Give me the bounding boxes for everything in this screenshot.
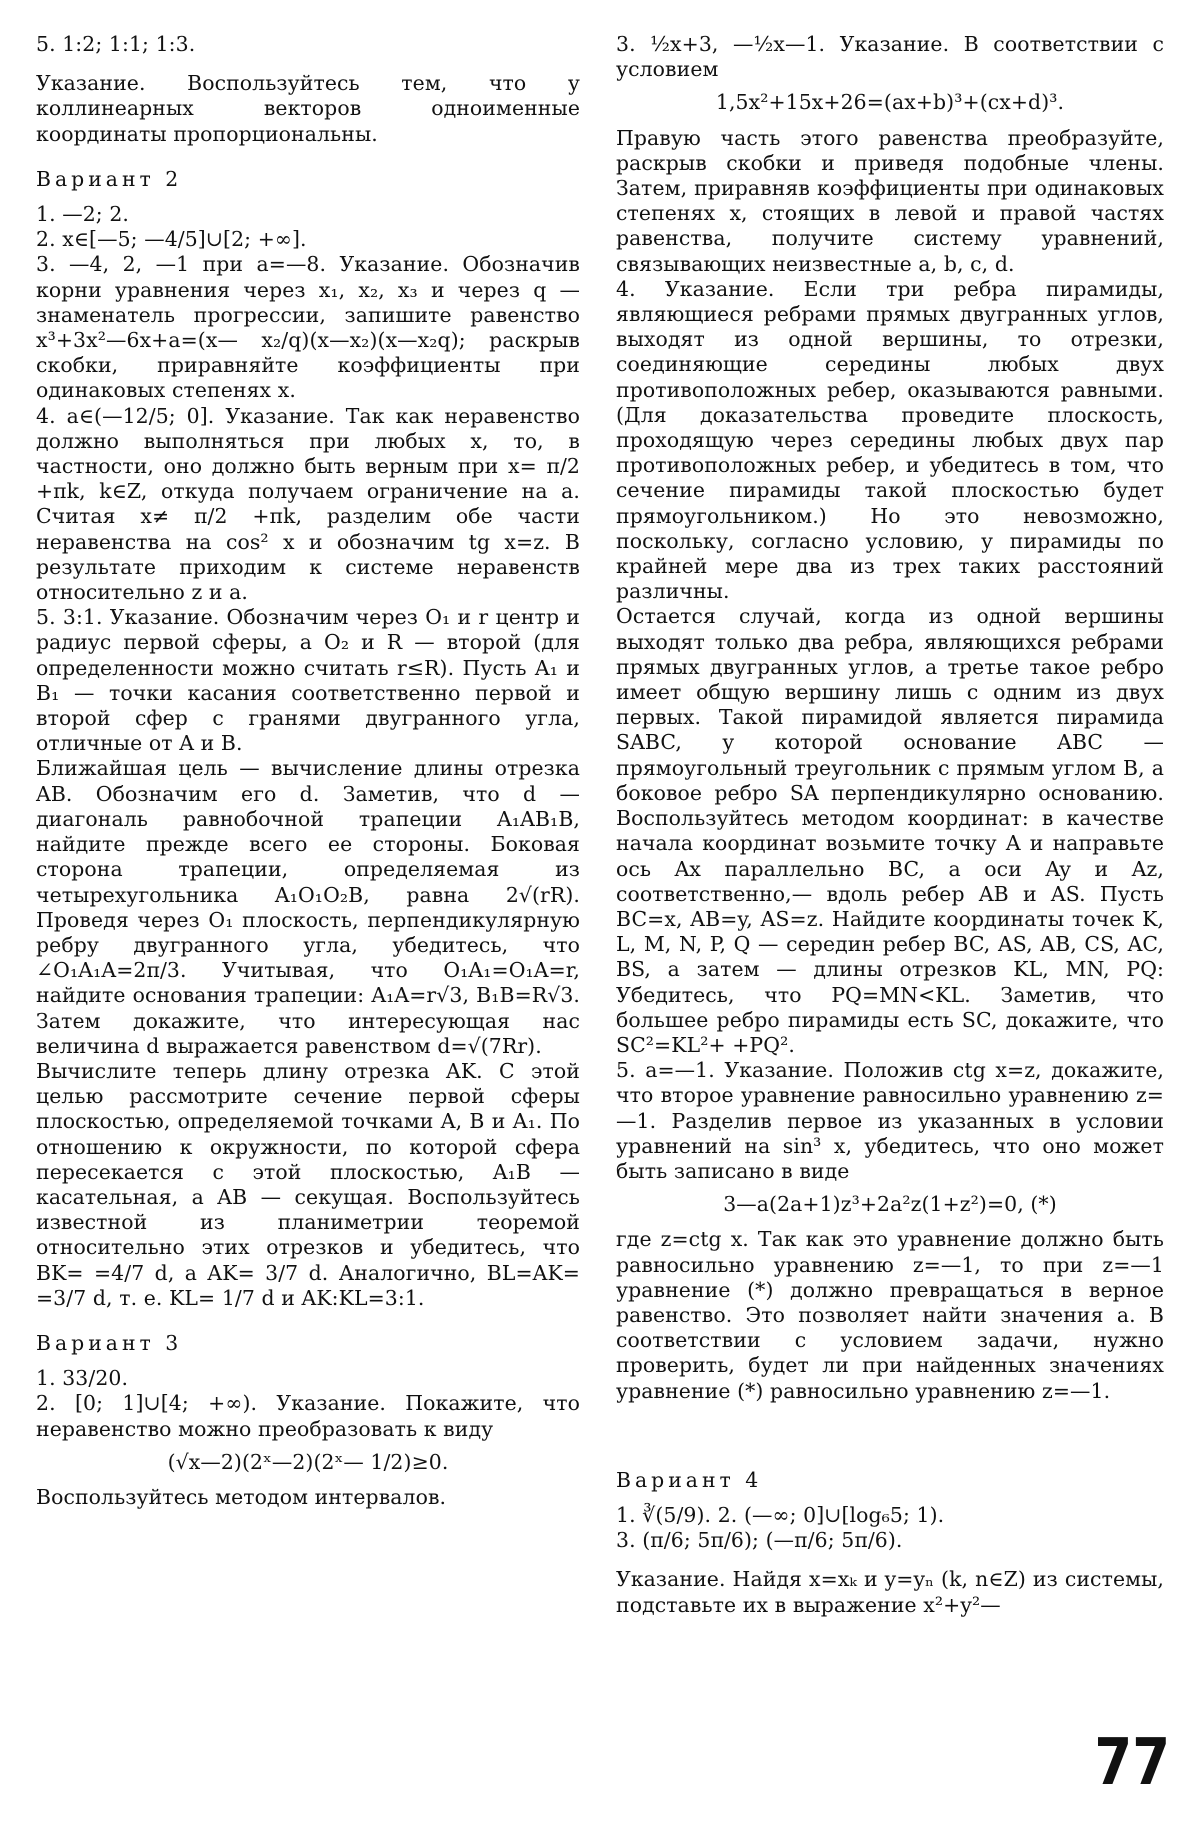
section-heading: Вариант 4 — [616, 1467, 763, 1492]
text-paragraph: 4. a∈(—12/5; 0]. Указание. Так как неравенство должно выполняться при любых x, то, в частности, оно должно быть верным при x= π/2 +πk, k∈Z, откуда получаем ограничение на a. Считая x≠ π/2 +πk, разделим обе части неравенства на cos² x и обозначим tg x=z. В результате приходим к системе неравенств относительно z и a. — [36, 403, 580, 605]
text-paragraph: Вычислите теперь длину отрезка AK. С этой целью рассмотрите сечение первой сферы плоскостью, определяемой точками A, B и A₁. По отношению к окружности, по которой сфера пересекается с этой плоскостью, A₁B — касательная, а AB — секущая. Воспользуйтесь известной из планиметрии теоремой относительно этих отрезков и убедитесь, что BK= =4/7 d, а AK= 3/7 d. Аналогично, BL=AK= =3/7 d, т. е. KL= 1/7 d и AK:KL=3:1. — [36, 1058, 580, 1310]
text-paragraph: 5. a=—1. Указание. Положив ctg x=z, докажите, что второе уравнение равносильно уравнению z=—1. Разделив первое из указанных в условии уравнений на sin³ x, убедитесь, что оно может быть записано в виде — [616, 1058, 1164, 1183]
section-heading: Вариант 3 — [36, 1330, 183, 1355]
text-paragraph: где z=ctg x. Так как это уравнение должно быть равносильно уравнению z=—1, то при z=—1 уравнение (*) должно превращаться в верное равенство. Это позволяет найти значения a. В соответствии с условием задачи, нужно проверить, будет ли при найденных значениях уравнение (*) равносильно уравнению z=—1. — [616, 1227, 1164, 1403]
text-paragraph: Воспользуйтесь методом интервалов. — [36, 1484, 447, 1509]
left-column — [36, 32, 580, 1510]
text-paragraph: 1. ∛(5/9). 2. (—∞; 0]∪[log₆5; 1). — [616, 1502, 945, 1527]
spacer — [616, 1553, 1164, 1567]
text-paragraph: 2. [0; 1]∪[4; +∞). Указание. Покажите, что неравенство можно преобразовать к виду — [36, 1391, 580, 1441]
text-paragraph: 4. Указание. Если три ребра пирамиды, являющиеся ребрами прямых двугранных углов, выходят из одной вершины, то отрезки, соединяющие середины любых двух противоположных ребер, оказываются равными. (Для доказательства проведите плоскость, проходящую через середины любых двух пар противоположных ребер, и убедитесь в том, что сечение пирамиды такой плоскостью будет прямоугольником.) Но это невозможно, поскольку, согласно условию, у пирамиды по крайней мере два из трех таких расстояний различны. — [616, 276, 1164, 604]
text-paragraph: Указание. Найдя x=xₖ и y=yₙ (k, n∈Z) из системы, подставьте их в выражение x²+y²— — [616, 1567, 1164, 1617]
formula-line: 3—a(2a+1)z³+2a²z(1+z²)=0, (*) — [723, 1192, 1057, 1217]
text-paragraph: Остается случай, когда из одной вершины выходят только два ребра, являющихся ребрами прямых двугранных углов, а третье такое ребро имеет общую вершину лишь с одним из двух первых. Такой пирамидой является пирамида SABC, у которой основание ABC — прямоугольный треугольник с прямым углом B, а боковое ребро SA перпендикулярно основанию. Воспользуйтесь методом координат: в качестве начала координат возьмите точку A и направьте ось Ax параллельно BC, а оси Ay и Az, соответственно,— вдоль ребер AB и AS. Пусть BC=x, AB=y, AS=z. Найдите координаты точек K, L, M, N, P, Q — середин ребер BC, AS, AB, CS, AC, BS, а затем — длины отрезков KL, MN, PQ: Убедитесь, что PQ=MN<KL. Заметив, что большее ребро пирамиды есть SC, докажите, что SC²=KL²+ +PQ². — [616, 604, 1164, 1057]
text-paragraph: 3. —4, 2, —1 при a=—8. Указание. Обозначив корни уравнения через x₁, x₂, x₃ и через q — знаменатель прогрессии, запишите равенство x³+3x²—6x+a=(x— x₂/q)(x—x₂)(x—x₂q); раскрыв скобки, приравняйте коэффициенты при одинаковых степенях x. — [36, 252, 580, 403]
text-paragraph: Ближайшая цель — вычисление длины отрезка AB. Обозначим его d. Заметив, что d — диагональ равнобочной трапеции A₁AB₁B, найдите прежде всего ее стороны. Боковая сторона трапеции, определяемая из четырехугольника A₁O₁O₂B, равна 2√(rR). Проведя через O₁ плоскость, перпендикулярную ребру двугранного угла, убедитесь, что ∠O₁A₁A=2π/3. Учитывая, что O₁A₁=O₁A=r, найдите основания трапеции: A₁A=r√3, B₁B=R√3. Затем докажите, что интересующая нас величина d выражается равенством d=√(7Rr). — [36, 756, 580, 1058]
text-paragraph: Правую часть этого равенства преобразуйте, раскрыв скобки и приведя подобные члены. Затем, приравняв коэффициенты при одинаковых степенях x, стоящих в левой и правой частях равенства, получите систему уравнений, связывающих неизвестные a, b, c, d. — [616, 125, 1164, 276]
spacer — [616, 1404, 1164, 1448]
page-number: 77 — [1094, 1726, 1170, 1800]
formula-line: (√x—2)(2ˣ—2)(2ˣ— 1/2)≥0. — [167, 1449, 449, 1474]
text-paragraph: 2. x∈[—5; —4/5]∪[2; +∞]. — [36, 227, 307, 252]
text-paragraph: 5. 3:1. Указание. Обозначим через O₁ и r центр и радиус первой сферы, а O₂ и R — второй (для определенности можно считать r≤R). Пусть A₁ и B₁ — точки касания соответственно первой и второй сфер с гранями двугранного угла, отличные от A и B. — [36, 605, 580, 756]
formula-line: 1,5x²+15x+26=(ax+b)³+(cx+d)³. — [715, 90, 1065, 115]
text-paragraph: 3. (π/6; 5π/6); (—π/6; 5π/6). — [616, 1528, 903, 1553]
text-paragraph: Указание. Воспользуйтесь тем, что у коллинеарных векторов одноименные координаты пропорциональны. — [36, 71, 580, 146]
spacer — [36, 57, 580, 71]
text-paragraph: 3. ½x+3, —½x—1. Указание. В соответствии с условием — [616, 32, 1164, 82]
text-paragraph: 1. —2; 2. — [36, 202, 130, 227]
section-heading: Вариант 2 — [36, 166, 183, 191]
right-column — [616, 32, 1164, 1618]
text-paragraph: 1. 33/20. — [36, 1366, 129, 1391]
text-paragraph: 5. 1:2; 1:1; 1:3. — [36, 32, 196, 56]
